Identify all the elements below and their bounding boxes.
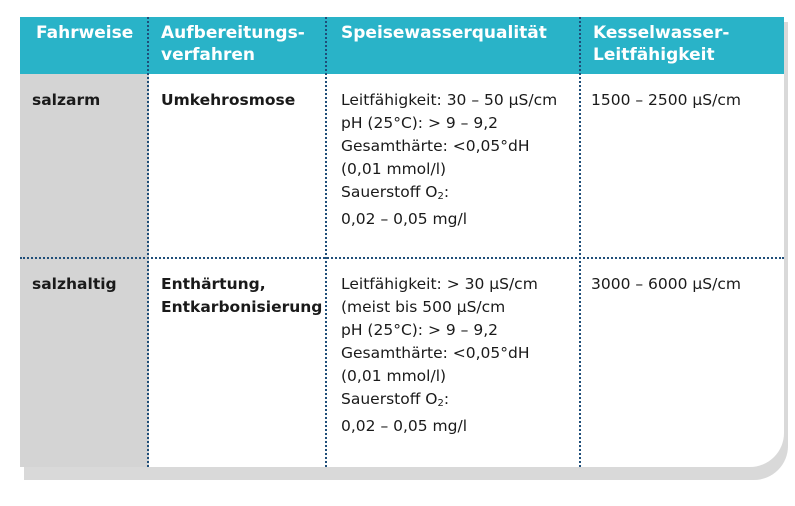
row2-speisewasser-line: (0,01 mmol/l) bbox=[341, 367, 447, 385]
row1-oxygen-line bbox=[341, 181, 557, 208]
oxygen-suffix: : bbox=[443, 183, 450, 201]
row2-speisewasser-line: Leitfähigkeit: > 30 µS/cm bbox=[341, 275, 538, 293]
oxygen-subscript: 2 bbox=[437, 398, 444, 409]
header-fahrweise-text: Fahrweise bbox=[36, 23, 134, 43]
header-aufbereitungsverfahren: Aufbereitungs- verfahren bbox=[161, 23, 305, 65]
row1-speisewasser-line: 0,02 – 0,05 mg/l bbox=[341, 210, 468, 228]
row-separator bbox=[20, 257, 784, 259]
row1-verfahren-line: Umkehrosmose bbox=[161, 91, 296, 109]
row1-verfahren bbox=[161, 89, 295, 112]
row2-verfahren-line: Enthärtung, bbox=[161, 275, 266, 293]
first-column-background bbox=[20, 74, 149, 467]
row2-verfahren-line: Entkarbonisierung bbox=[161, 298, 323, 316]
header-speisewasserqualitaet bbox=[341, 22, 547, 44]
row1-speisewasser bbox=[341, 89, 557, 231]
column-separator bbox=[147, 17, 149, 467]
row2-speisewasser bbox=[341, 273, 538, 438]
row2-oxygen-line bbox=[341, 388, 538, 415]
header-fahrweise bbox=[36, 22, 133, 44]
row2-speisewasser-line: (meist bis 500 µS/cm bbox=[341, 298, 506, 316]
row1-speisewasser-line: Leitfähigkeit: 30 – 50 µS/cm bbox=[341, 91, 558, 109]
row1-speisewasser-line: (0,01 mmol/l) bbox=[341, 160, 447, 178]
column-separator bbox=[579, 17, 581, 467]
row2-speisewasser-line: pH (25°C): > 9 – 9,2 bbox=[341, 321, 498, 339]
header-kesselwasser-leitfaehigkeit: Kesselwasser- Leitfähigkeit bbox=[593, 23, 730, 65]
header-speisewasserqualitaet-text: Speisewasserqualität bbox=[341, 23, 547, 43]
oxygen-suffix: : bbox=[443, 390, 450, 408]
oxygen-label: Sauerstoff O bbox=[341, 390, 438, 408]
row2-verfahren bbox=[161, 273, 322, 319]
table-card bbox=[20, 17, 784, 467]
oxygen-subscript: 2 bbox=[437, 191, 444, 202]
row1-speisewasser-line: pH (25°C): > 9 – 9,2 bbox=[341, 114, 498, 132]
row2-fahrweise: salzhaltig bbox=[32, 275, 117, 293]
row2-speisewasser-line: Gesamthärte: <0,05°dH bbox=[341, 344, 530, 362]
row1-speisewasser-line: Gesamthärte: <0,05°dH bbox=[341, 137, 530, 155]
column-separator bbox=[325, 17, 327, 467]
row2-kesselwasser: 3000 – 6000 µS/cm bbox=[591, 275, 741, 293]
row1-kesselwasser: 1500 – 2500 µS/cm bbox=[591, 91, 741, 109]
row2-speisewasser-line: 0,02 – 0,05 mg/l bbox=[341, 417, 468, 435]
oxygen-label: Sauerstoff O bbox=[341, 183, 438, 201]
row1-fahrweise: salzarm bbox=[32, 91, 101, 109]
